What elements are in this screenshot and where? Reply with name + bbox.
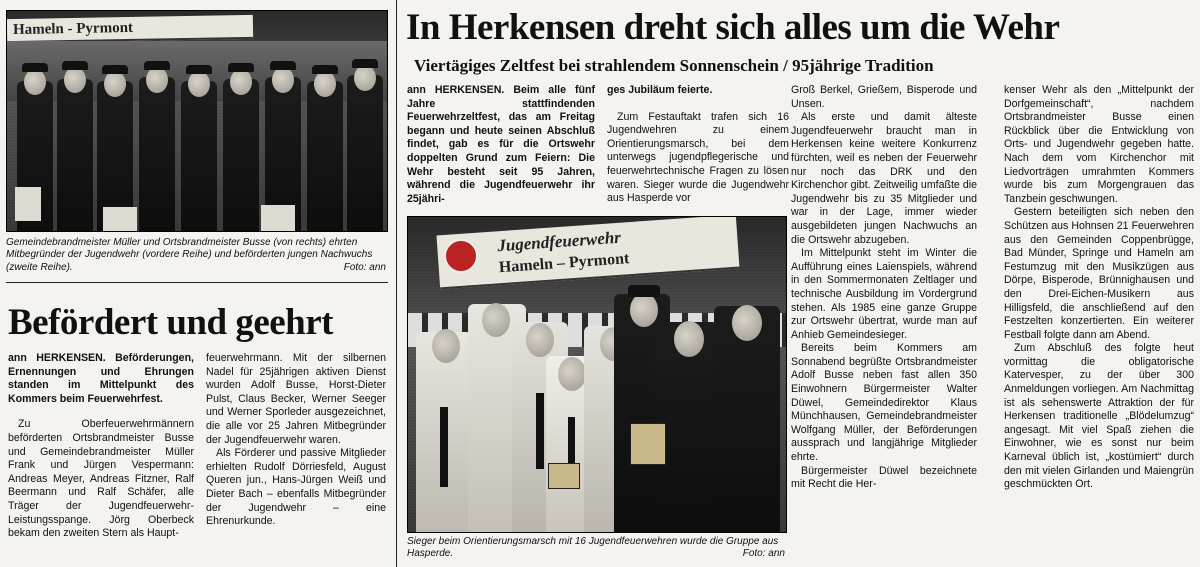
- banner-line-1: Jugendfeuerwehr: [496, 227, 622, 256]
- person-cap: [62, 61, 88, 70]
- body-paragraph: Zum Festauftakt trafen sich 16 Jugendwehren zu einem Orientierungsmarsch, bei dem unterwegs jugendpflegerische und feuerwehrtechnische Fragen zu lösen waren. Sieger wurde die Jugendwehr aus Hasperde vor: [607, 110, 789, 205]
- main-photo-caption: [407, 536, 785, 561]
- body-paragraph: Als erste und damit älteste Jugendfeuerwehr braucht man in Herkensen keine weitere Konkurrenz fürchten, weil es neben der Feuerwehr nur noch das DRK und den Kirchenchor gibt. Zeitweilig umfaßte die Jugendwehr bis zu 35 Mitglieder und war in der Lage, immer wieder ausgebildeten jungen Nachwuchs an die Ortswehr abzugeben.: [791, 111, 977, 246]
- person-head: [354, 65, 376, 91]
- youth-fire-brigade-photo: [407, 216, 787, 533]
- person-head: [432, 329, 460, 363]
- body-paragraph: Bürgermeister Düwel bezeichnete mit Recht die Her-: [791, 464, 977, 491]
- person-cap: [312, 65, 338, 74]
- photo-banner-text: Hameln - Pyrmont: [12, 19, 134, 39]
- person-head: [482, 303, 510, 337]
- person-head: [526, 323, 554, 357]
- photo-credit: Foto: ann: [343, 261, 386, 273]
- person-cap: [270, 61, 296, 70]
- person-head: [104, 71, 126, 97]
- tie: [536, 393, 544, 469]
- body-paragraph: Gestern beteiligten sich neben den Schützen aus Hohnsen 21 Feuerwehren aus den Gemeinden Coppenbrügge, Bad Münder, Springe und Hameln am Festumzug mit den Musikzügen aus Dörpe, Bisperode, Brünnighausen und den Drei-Eichen-Musikern aus Hilligsfeld, die anschließend auf den Festzelten konzertierten. Ein weiterer Festball folgte dann am Abend.: [1004, 206, 1194, 341]
- body-paragraph: Als Förderer und passive Mitglieder erhielten Rudolf Dörriesfeld, August Queren jun., Hans-Jürgen Weiß und Dieter Bach – ebenfalls Mitbegründer der Jugendwehr – eine Ehrenurkunde.: [206, 447, 386, 528]
- caption-text: Sieger beim Orientierungsmarsch mit 16 Jugendfeuerwehren wurde die Gruppe aus Hasperde.: [407, 536, 779, 560]
- trophy-plaque: [630, 423, 666, 465]
- body-paragraph: feuerwehrmann. Mit der silbernen Nadel für 25jährigen aktiven Dienst wurden Adolf Busse, Horst-Dieter Pulst, Claus Becker, Werner Seeger und Werner Sporleder ausgezeichnet, die alle vor 25 Jahren Mitbegründer der Jugendfeuerwehr waren.: [206, 352, 386, 446]
- tie: [440, 407, 448, 487]
- person-cap: [352, 59, 378, 68]
- group-photo-firefighters: [6, 10, 388, 232]
- person-cap: [186, 65, 212, 74]
- person-figure: [139, 77, 175, 231]
- person-head: [24, 69, 46, 95]
- left-headline: Befördert und geehrt: [8, 302, 333, 343]
- column-divider: [396, 0, 397, 567]
- person-head: [674, 321, 704, 357]
- person-figure: [347, 75, 383, 231]
- main-headline: In Herkensen dreht sich alles um die Wehr: [406, 7, 1060, 48]
- person-head: [314, 71, 336, 97]
- person-head: [630, 293, 658, 327]
- person-head: [188, 71, 210, 97]
- person-figure: [223, 79, 259, 231]
- lead-paragraph: ann HERKENSEN. Beförderungen, Ernennungen und Ehrungen standen im Mittelpunkt des Kommers beim Feuerwehrfest.: [8, 352, 194, 405]
- person-head: [230, 69, 252, 95]
- banner-line-2: Hameln – Pyrmont: [498, 250, 630, 277]
- person-figure: [307, 81, 343, 231]
- trophy-plaque: [548, 463, 580, 489]
- person-head: [272, 67, 294, 93]
- person-head: [558, 357, 586, 391]
- person-head: [146, 67, 168, 93]
- body-paragraph: Groß Berkel, Grießem, Bisperode und Unsen.: [791, 84, 977, 110]
- body-paragraph: Im Mittelpunkt steht im Winter die Aufführung eines Laienspiels, während in den Sommermonaten Zeltlager und technische Ausbildung im Vordergrund stehen. Als 1985 eine ganze Gruppe zur Ortswehr übertrat, wurde man auf Anhieb Gemeindesieger.: [791, 247, 977, 341]
- left-article-col2: [206, 352, 386, 529]
- caption-text: Gemeindebrandmeister Müller und Ortsbrandmeister Busse (von rechts) ehrten Mitbegründer der Jugendwehr (vordere Reihe) und beförderten jungen Nachwuchs (zweite Reihe).: [6, 237, 373, 273]
- person-head: [732, 305, 762, 341]
- main-subheadline: Viertägiges Zeltfest bei strahlendem Sonnenschein / 95jährige Tradition: [414, 56, 934, 75]
- certificate: [261, 205, 295, 231]
- left-article-col1: [8, 352, 194, 541]
- divider: [6, 282, 388, 283]
- body-paragraph: Bereits beim Kommers am Sonnabend begrüßte Ortsbrandmeister Adolf Busse neben fast allen 350 Einwohnern Bürgermeister Walter Düwel, Gemeindedirektor Klaus Münchhausen, Gemeindebrandmeister Wolfgang Müller, der Beförderungen aussprach und langjährige Mitglieder ehrte.: [791, 342, 977, 464]
- main-col4: [1004, 84, 1194, 492]
- certificate: [103, 207, 137, 232]
- person-figure: [181, 81, 217, 231]
- fire-brigade-emblem: [444, 239, 478, 273]
- left-photo-caption: [6, 237, 386, 274]
- person-head: [64, 67, 86, 93]
- person-cap: [628, 285, 660, 297]
- person-cap: [102, 65, 128, 74]
- photo-banner: [436, 216, 739, 289]
- body-paragraph: Zum Abschluß des folgte heut vormittag die obligatorische Katervesper, zu der über 300 Anmeldungen vorliegen. Am Nachmittag ist als sehenswerte Attraktion der für Herkensen traditionelle „Blödelumzug“ angesagt. Mit viel Spaß ziehen die Einwohner, wie es sonst nur beim Karneval üblich ist, „kostümiert“ durch den mit vielen Girlanden und Maiengrün geschmückten Ort.: [1004, 342, 1194, 491]
- photo-banner: [7, 15, 253, 43]
- main-col2: [607, 84, 789, 206]
- main-lead-col1: [407, 84, 595, 206]
- person-cap: [144, 61, 170, 70]
- lead-continuation: ges Jubiläum feierte.: [607, 84, 713, 96]
- certificate: [15, 187, 41, 221]
- photo-credit: Foto: ann: [742, 548, 785, 560]
- body-paragraph: Zu Oberfeuerwehrmännern beförderten Ortsbrandmeister Busse und Gemeindebrandmeister Müller Frank und Jürgen Vespermann: Andreas Meyer, Andreas Fitzner, Ralf Beermann und Ralf Schäfer, alle Träger der Jugendfeuerwehr-Leistungsspange. Jörg Oberbeck bekam den zweiten Stern als Haupt-: [8, 418, 194, 540]
- lead-paragraph: ann HERKENSEN. Beim alle fünf Jahre stattfindenden Feuerwehrzeltfest, das am Freitag begann und heute seinen Abschluß findet, gab es für die Ortswehr doppelten Grund zum Feiern: Die Wehr besteht seit 95 Jahren, während die Jugendfeuerwehr ihr 25jähri-: [407, 84, 595, 205]
- body-paragraph: kenser Wehr als den „Mittelpunkt der Dorfgemeinschaft“, nachdem Ortsbrandmeister Busse einen Rückblick über die Entwicklung von Orts- und Jugendwehr gegeben hatte. Nach dem vom Kirchenchor mit Liedvorträgen umrahmten Kommers wurde bis zum Morgengrauen das Tanzbein geschwungen.: [1004, 84, 1194, 205]
- main-col3: [791, 84, 977, 492]
- person-cap: [22, 63, 48, 72]
- person-cap: [228, 63, 254, 72]
- person-figure: [57, 79, 93, 231]
